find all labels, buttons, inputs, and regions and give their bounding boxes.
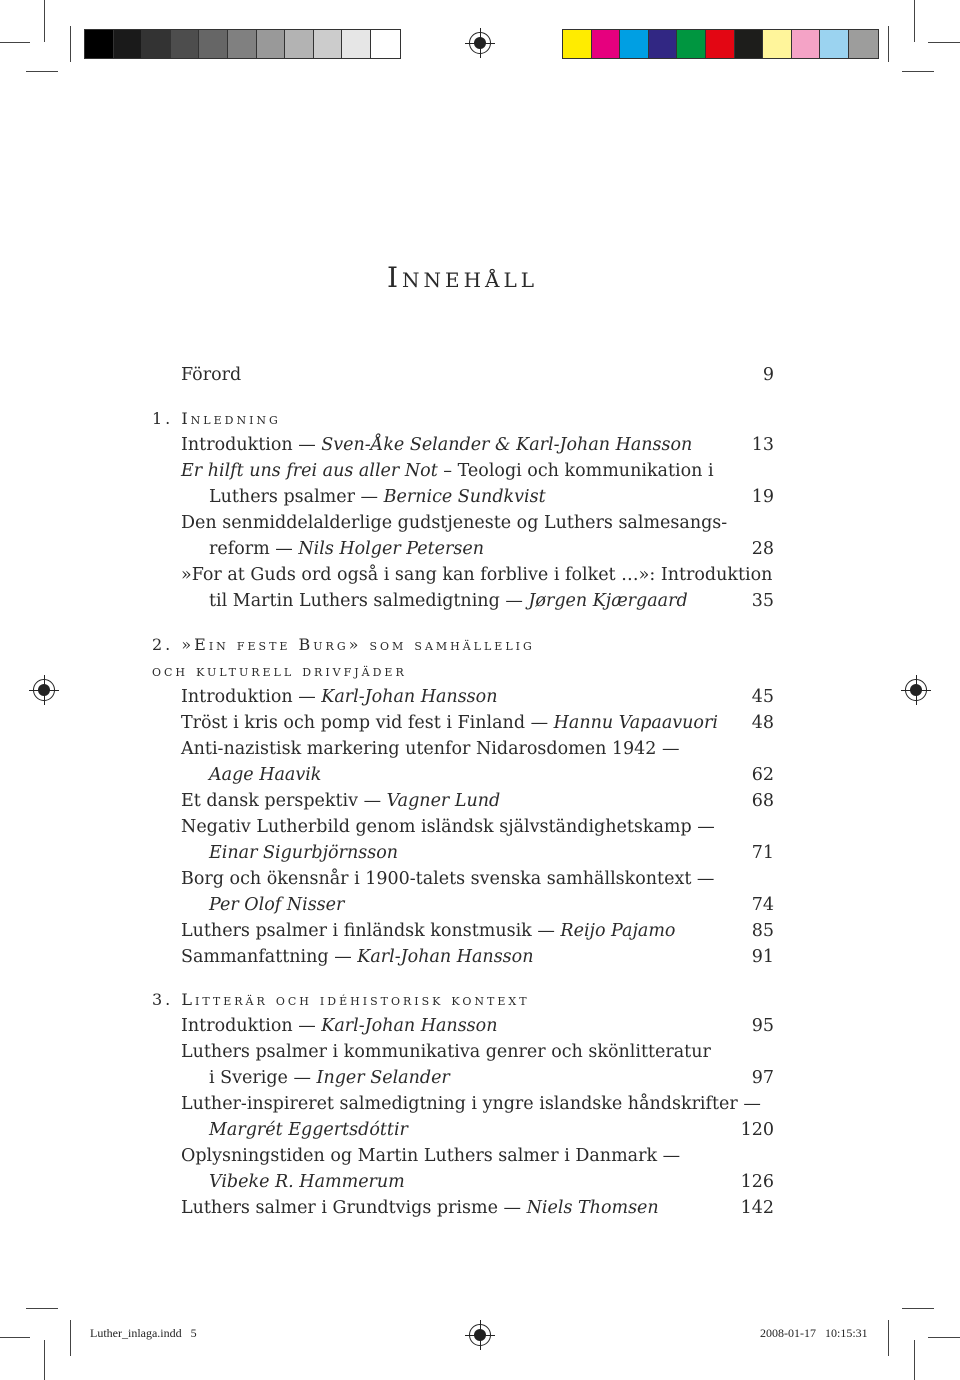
toc-entry — [181, 710, 774, 736]
page-title: Innehåll — [386, 260, 539, 294]
toc-entry — [181, 1143, 774, 1169]
entry-author: Karl-Johan Hansson — [321, 687, 498, 707]
toc-entry — [181, 562, 774, 588]
entry-author: Karl-Johan Hansson — [321, 1016, 498, 1036]
toc-entry-continuation — [209, 1169, 774, 1195]
entry-author: Niels Thomsen — [526, 1198, 659, 1218]
page-number: 13 — [751, 435, 774, 455]
page-number: 19 — [751, 487, 774, 507]
toc-entry — [181, 1013, 774, 1039]
entry-title: Introduktion — — [181, 687, 322, 707]
entry-title: Anti-nazistisk markering utenfor Nidarosdomen 1942 — — [181, 739, 680, 759]
entry-title: Luthers psalmer i kommunikativa genrer och skönlitteratur — [181, 1042, 711, 1062]
entry-author: Hannu Vapaavuori — [553, 713, 718, 733]
entry-author: Vibeke R. Hammerum — [209, 1172, 405, 1192]
entry-author: Reijo Pajamo — [560, 921, 676, 941]
entry-title: Den senmiddelalderlige gudstjeneste og Luthers salmesangs- — [181, 513, 728, 533]
toc-entry — [181, 866, 774, 892]
page-number: 74 — [751, 895, 774, 915]
toc-entry — [181, 432, 774, 458]
toc-entry-continuation — [209, 840, 774, 866]
entry-title: Introduktion — — [181, 1016, 322, 1036]
page-number: 68 — [751, 791, 774, 811]
entry-title: Negativ Lutherbild genom isländsk självständighetskamp — — [181, 817, 715, 837]
entry-title: til Martin Luthers salmedigtning — — [209, 591, 529, 611]
page-number: 126 — [740, 1172, 774, 1192]
entry-author: Vagner Lund — [386, 791, 501, 811]
section-heading-continuation: och kulturell drivfjäder — [152, 661, 407, 680]
page-number: 85 — [751, 921, 774, 941]
toc-entry-continuation — [209, 1117, 774, 1143]
toc-entry — [181, 1091, 774, 1117]
page-number: 97 — [751, 1068, 774, 1088]
toc-entry-continuation — [209, 588, 774, 614]
page-number: 120 — [740, 1120, 774, 1140]
entry-title: Sammanfattning — — [181, 947, 358, 967]
entry-title: Luthers psalmer — — [209, 487, 384, 507]
entry-author: Karl-Johan Hansson — [357, 947, 534, 967]
toc-entry — [181, 944, 774, 970]
toc-entry-continuation — [209, 762, 774, 788]
entry-title: »For at Guds ord også i sang kan forblive i folket …»: Introduktion — [181, 565, 773, 585]
toc-entry — [181, 814, 774, 840]
slug-timestamp: 2008-01-17 10:15:31 — [760, 1326, 868, 1340]
entry-author: Nils Holger Petersen — [298, 539, 484, 559]
entry-author: Einar Sigurbjörnsson — [209, 843, 398, 863]
page-number: 95 — [751, 1016, 774, 1036]
page-number: 71 — [751, 843, 774, 863]
page-number: 142 — [740, 1198, 774, 1218]
section-heading: 3. Litterär och idéhistorisk kontext — [152, 990, 530, 1009]
page-number: 45 — [751, 687, 774, 707]
entry-title: reform — — [209, 539, 299, 559]
entry-title: Introduktion — — [181, 435, 322, 455]
page-number: 28 — [751, 539, 774, 559]
entry-title: Borg och ökensnår i 1900-talets svenska samhällskontext — — [181, 869, 715, 889]
toc-entry — [181, 788, 774, 814]
entry-title: – Teologi och kommunikation i — [437, 461, 714, 481]
entry-title: Luther-inspireret salmedigtning i yngre islandske håndskrifter — — [181, 1094, 761, 1114]
entry-author: Sven-Åke Selander & Karl-Johan Hansson — [321, 435, 693, 455]
toc-entry — [181, 1039, 774, 1065]
toc-entry — [181, 510, 774, 536]
toc-entry-continuation — [209, 536, 774, 562]
entry-author: Jørgen Kjærgaard — [528, 591, 688, 611]
toc-entry-continuation — [209, 1065, 774, 1091]
toc-entry-continuation — [209, 484, 774, 510]
page-number: 9 — [762, 365, 774, 385]
slug-filename: Luther_inlaga.indd 5 — [90, 1326, 197, 1340]
entry-author: Aage Haavik — [209, 765, 322, 785]
page-number: 91 — [751, 947, 774, 967]
entry-author: Per Olof Nisser — [209, 895, 345, 915]
page-number: 48 — [751, 713, 774, 733]
section-heading: 2. »Ein feste Burg» som samhällelig — [152, 635, 535, 654]
registration-mark-bottom-icon — [469, 1324, 491, 1346]
entry-title: Luthers psalmer i finländsk konstmusik — — [181, 921, 561, 941]
toc-entry — [181, 736, 774, 762]
entry-title: Tröst i kris och pomp vid fest i Finland — — [181, 713, 554, 733]
page-number: 62 — [751, 765, 774, 785]
entry-author: Margrét Eggertsdóttir — [209, 1120, 408, 1140]
entry-title: i Sverige — — [209, 1068, 317, 1088]
toc-entry — [181, 1195, 774, 1221]
toc-entry-forord — [181, 362, 774, 388]
toc-entry — [181, 458, 774, 484]
toc-entry-continuation — [209, 892, 774, 918]
entry-title: Luthers salmer i Grundtvigs prisme — — [181, 1198, 527, 1218]
toc-entry — [181, 684, 774, 710]
entry-author: Bernice Sundkvist — [383, 487, 546, 507]
entry-author: Inger Selander — [316, 1068, 450, 1088]
entry-title: Förord — [181, 365, 242, 385]
entry-title: Et dansk perspektiv — — [181, 791, 387, 811]
entry-title-italic: Er hilft uns frei aus aller Not — [181, 461, 438, 481]
section-heading: 1. Inledning — [152, 409, 281, 428]
page-number: 35 — [751, 591, 774, 611]
toc-entry — [181, 918, 774, 944]
entry-title: Oplysningstiden og Martin Luthers salmer i Danmark — — [181, 1146, 681, 1166]
